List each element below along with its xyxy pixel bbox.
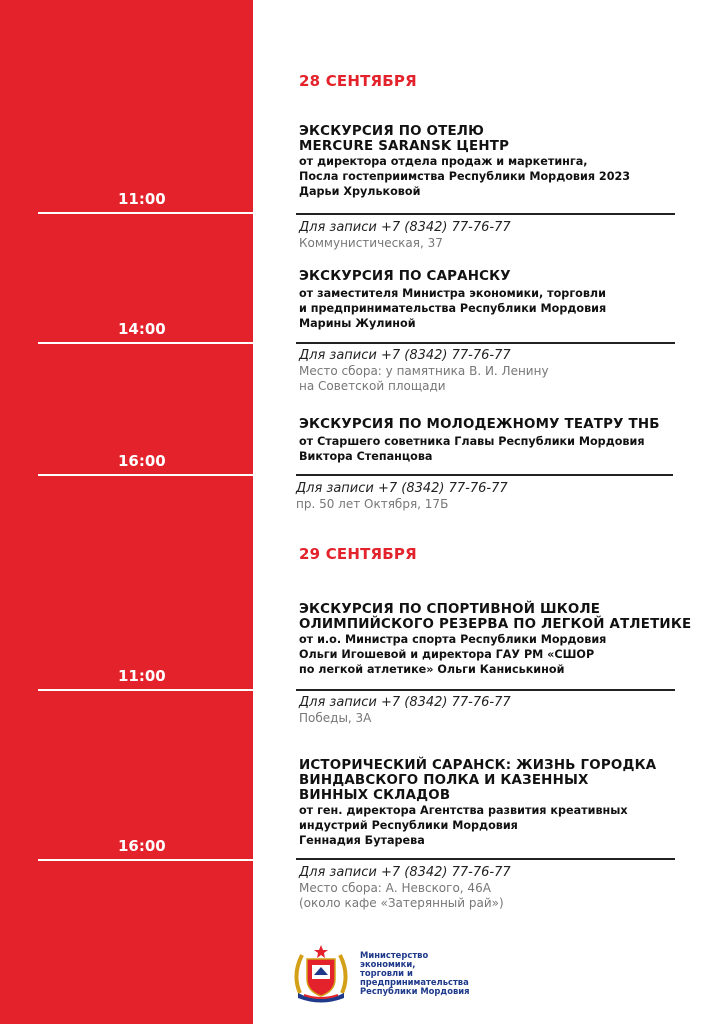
event-host-line: Марины Жулиной <box>299 317 416 330</box>
phone-text: Для записи +7 (8342) 77-76-77 <box>299 220 511 235</box>
event-contact <box>299 695 719 726</box>
event-2 <box>299 269 719 331</box>
event-time: 16:00 <box>118 452 166 470</box>
event-host-line: Посла гостеприимства Республики Мордовия 2023 <box>299 170 631 183</box>
date-heading-1: 28 СЕНТЯБРЯ <box>299 72 417 90</box>
event-contact <box>299 865 719 911</box>
address-line: Победы, 3А <box>299 711 372 725</box>
divider <box>296 342 675 344</box>
event-1 <box>299 124 719 199</box>
event-host-line: от Старшего советника Главы Республики Мордовия <box>299 435 645 448</box>
event-contact <box>299 220 719 251</box>
event-contact <box>296 481 716 512</box>
ministry-footer <box>290 943 490 1003</box>
event-host-line: от заместителя Министра экономики, торговли <box>299 287 606 300</box>
time-underline <box>38 474 253 476</box>
event-title-line: ЭКСКУРСИЯ ПО САРАНСКУ <box>299 269 511 284</box>
ministry-name-line: экономики, <box>360 959 416 969</box>
event-title-line: ОЛИМПИЙСКОГО РЕЗЕРВА ПО ЛЕГКОЙ АТЛЕТИКЕ <box>299 617 692 632</box>
event-title-line: ВИННЫХ СКЛАДОВ <box>299 788 451 803</box>
event-title-line: ЭКСКУРСИЯ ПО МОЛОДЕЖНОМУ ТЕАТРУ ТНБ <box>299 417 660 432</box>
time-underline <box>38 859 253 861</box>
event-4 <box>299 602 719 677</box>
ministry-name-line: Министерство <box>360 950 429 960</box>
event-host-line: индустрий Республики Мордовия <box>299 819 518 832</box>
event-host-line: от и.о. Министра спорта Республики Мордовия <box>299 633 607 646</box>
event-title-line: ЭКСКУРСИЯ ПО СПОРТИВНОЙ ШКОЛЕ <box>299 602 601 617</box>
event-host-line: Дарьи Хрульковой <box>299 185 421 198</box>
time-underline <box>38 689 253 691</box>
time-underline <box>38 212 253 214</box>
divider <box>296 689 675 691</box>
ministry-name <box>360 951 500 996</box>
address-line: Место сбора: у памятника В. И. Ленину <box>299 364 549 378</box>
date-heading-2: 29 СЕНТЯБРЯ <box>299 545 417 563</box>
phone-text: Для записи +7 (8342) 77-76-77 <box>296 481 508 496</box>
ministry-name-line: предпринимательства <box>360 977 469 987</box>
event-title-line: ЭКСКУРСИЯ ПО ОТЕЛЮ <box>299 124 485 139</box>
address-line: на Советской площади <box>299 379 446 393</box>
phone-text: Для записи +7 (8342) 77-76-77 <box>299 695 511 710</box>
address-line: Место сбора: А. Невского, 46А <box>299 881 491 895</box>
event-time: 14:00 <box>118 320 166 338</box>
phone-text: Для записи +7 (8342) 77-76-77 <box>299 348 511 363</box>
event-host-line: от директора отдела продаж и маркетинга, <box>299 155 588 168</box>
event-host-line: и предпринимательства Республики Мордовия <box>299 302 607 315</box>
ministry-name-line: Республики Мордовия <box>360 986 470 996</box>
event-title-line: MERCURE SARANSK ЦЕНТР <box>299 139 510 154</box>
divider <box>296 213 675 215</box>
event-time: 11:00 <box>118 190 166 208</box>
event-host-line: Ольги Игошевой и директора ГАУ РМ «СШОР <box>299 648 595 661</box>
divider <box>296 474 673 476</box>
time-underline <box>38 342 253 344</box>
left-red-band <box>0 0 253 1024</box>
event-host-line: Виктора Степанцова <box>299 450 433 463</box>
event-host-line: по легкой атлетике» Ольги Каниськиной <box>299 663 565 676</box>
event-host-line: Геннадия Бутарева <box>299 834 425 847</box>
address-line: Коммунистическая, 37 <box>299 236 443 250</box>
event-5 <box>299 758 719 848</box>
address-line: пр. 50 лет Октября, 17Б <box>296 497 449 511</box>
divider <box>296 858 675 860</box>
phone-text: Для записи +7 (8342) 77-76-77 <box>299 865 511 880</box>
event-3 <box>299 417 719 464</box>
event-host-line: от ген. директора Агентства развития креативных <box>299 804 628 817</box>
coat-of-arms-icon <box>290 943 352 1003</box>
address-line: (около кафе «Затерянный рай») <box>299 896 504 910</box>
ministry-name-line: торговли и <box>360 968 413 978</box>
event-title-line: ИСТОРИЧЕСКИЙ САРАНСК: ЖИЗНЬ ГОРОДКА <box>299 758 657 773</box>
event-time: 11:00 <box>118 667 166 685</box>
event-contact <box>299 348 719 394</box>
event-title-line: ВИНДАВСКОГО ПОЛКА И КАЗЕННЫХ <box>299 773 589 788</box>
event-time: 16:00 <box>118 837 166 855</box>
